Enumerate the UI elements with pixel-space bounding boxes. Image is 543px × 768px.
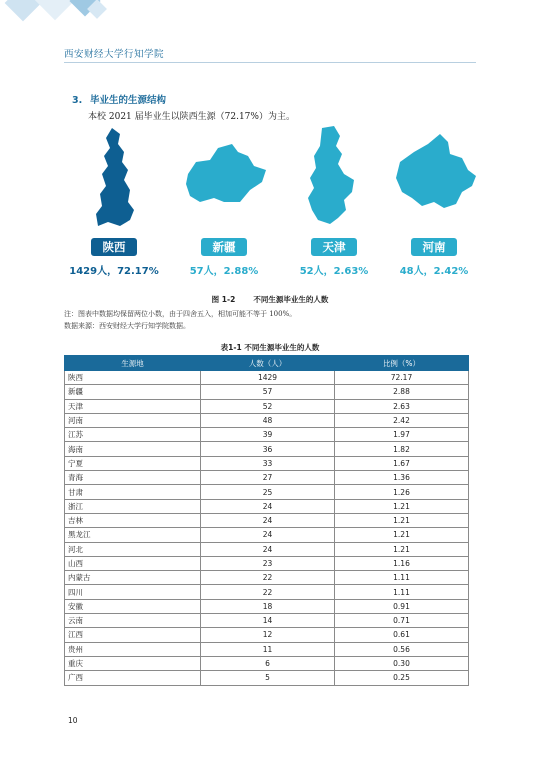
- section-number: 3.: [72, 95, 83, 106]
- cell-ratio: 1.21: [335, 542, 469, 556]
- cell-origin: 浙江: [65, 499, 201, 513]
- cell-ratio: 1.21: [335, 513, 469, 527]
- cell-ratio: 1.36: [335, 471, 469, 485]
- cell-origin: 天津: [65, 399, 201, 413]
- cell-origin: 重庆: [65, 656, 201, 670]
- province-stat: 48人，2.42%: [399, 266, 469, 277]
- cell-count: 27: [201, 471, 335, 485]
- table-row: [65, 614, 469, 628]
- cell-count: 6: [201, 656, 335, 670]
- cell-count: 24: [201, 542, 335, 556]
- cell-ratio: 0.56: [335, 642, 469, 656]
- table-row: [65, 528, 469, 542]
- cell-origin: 内蒙古: [65, 571, 201, 585]
- table-row: [65, 428, 469, 442]
- section-heading: [72, 92, 166, 106]
- henan-map-shape: [384, 122, 484, 234]
- table-caption: 表1-1 不同生源毕业生的人数: [220, 343, 320, 352]
- cell-ratio: 0.61: [335, 628, 469, 642]
- cell-origin: 吉林: [65, 513, 201, 527]
- section-title: 毕业生的生源结构: [90, 95, 167, 106]
- figure-number: 图 1-2: [211, 295, 236, 304]
- table-row: [65, 642, 469, 656]
- cell-ratio: 2.88: [335, 385, 469, 399]
- table-row: [65, 485, 469, 499]
- table-row: [65, 585, 469, 599]
- province-label: 天津: [311, 238, 357, 256]
- page-number: 10: [68, 716, 78, 725]
- cell-origin: 宁夏: [65, 456, 201, 470]
- cell-ratio: 72.17: [335, 371, 469, 385]
- figure-note: 注：图表中数据均保留两位小数，由于四舍五入，相加可能不等于 100%。: [64, 310, 297, 318]
- cell-origin: 山西: [65, 556, 201, 570]
- figure-title: 不同生源毕业生的人数: [253, 295, 329, 304]
- cell-origin: 广西: [65, 671, 201, 685]
- table-row: [65, 671, 469, 685]
- cell-origin: 黑龙江: [65, 528, 201, 542]
- cell-ratio: 1.97: [335, 428, 469, 442]
- cell-count: 36: [201, 442, 335, 456]
- xinjiang-map-shape: [174, 122, 274, 234]
- cell-ratio: 0.30: [335, 656, 469, 670]
- cell-origin: 河北: [65, 542, 201, 556]
- cell-count: 23: [201, 556, 335, 570]
- cell-ratio: 0.71: [335, 614, 469, 628]
- cell-ratio: 1.21: [335, 499, 469, 513]
- cell-count: 24: [201, 499, 335, 513]
- cell-count: 24: [201, 528, 335, 542]
- cell-origin: 河南: [65, 413, 201, 427]
- cell-origin: 海南: [65, 442, 201, 456]
- cell-origin: 江西: [65, 628, 201, 642]
- table-row: [65, 628, 469, 642]
- province-label: 河南: [411, 238, 457, 256]
- cell-origin: 甘肃: [65, 485, 201, 499]
- header-divider: [64, 62, 476, 63]
- province-stat: 57人，2.88%: [189, 266, 259, 277]
- table-row: [65, 571, 469, 585]
- cell-count: 1429: [201, 371, 335, 385]
- province-stat: 1429人，72.17%: [69, 266, 159, 277]
- figure-caption: [64, 294, 476, 305]
- province-card-shaanxi: [64, 122, 164, 282]
- cell-count: 18: [201, 599, 335, 613]
- origin-table: [64, 355, 469, 686]
- cell-ratio: 1.21: [335, 528, 469, 542]
- cell-ratio: 2.63: [335, 399, 469, 413]
- cell-count: 25: [201, 485, 335, 499]
- data-source: 数据来源：西安财经大学行知学院数据。: [64, 322, 190, 330]
- province-infographic: [64, 122, 484, 282]
- header-corner-decoration: [0, 0, 120, 40]
- table-row: [65, 599, 469, 613]
- intro-paragraph: 本校 2021 届毕业生以陕西生源（72.17%）为主。: [88, 112, 295, 122]
- cell-origin: 安徽: [65, 599, 201, 613]
- cell-ratio: 1.26: [335, 485, 469, 499]
- table-row: [65, 513, 469, 527]
- table-row: [65, 471, 469, 485]
- cell-ratio: 1.82: [335, 442, 469, 456]
- cell-origin: 陕西: [65, 371, 201, 385]
- shaanxi-map-shape: [64, 122, 164, 234]
- column-header-origin: 生源地: [65, 356, 201, 371]
- column-header-count: 人数（人）: [201, 356, 335, 371]
- cell-origin: 贵州: [65, 642, 201, 656]
- cell-count: 33: [201, 456, 335, 470]
- cell-count: 11: [201, 642, 335, 656]
- table-row: [65, 456, 469, 470]
- cell-origin: 江苏: [65, 428, 201, 442]
- table-row: [65, 442, 469, 456]
- cell-count: 57: [201, 385, 335, 399]
- table-row: [65, 556, 469, 570]
- province-label: 陕西: [91, 238, 137, 256]
- cell-origin: 青海: [65, 471, 201, 485]
- table-row: [65, 656, 469, 670]
- cell-count: 48: [201, 413, 335, 427]
- cell-count: 39: [201, 428, 335, 442]
- province-card-henan: [384, 122, 484, 282]
- table-row: [65, 542, 469, 556]
- table-row: [65, 399, 469, 413]
- column-header-ratio: 比例（%）: [335, 356, 469, 371]
- cell-count: 5: [201, 671, 335, 685]
- table-header-row: [65, 356, 469, 371]
- cell-ratio: 1.16: [335, 556, 469, 570]
- province-label: 新疆: [201, 238, 247, 256]
- cell-count: 12: [201, 628, 335, 642]
- cell-origin: 新疆: [65, 385, 201, 399]
- header-institution: 西安财经大学行知学院: [64, 49, 165, 60]
- cell-ratio: 1.11: [335, 571, 469, 585]
- cell-count: 14: [201, 614, 335, 628]
- table-row: [65, 385, 469, 399]
- cell-count: 24: [201, 513, 335, 527]
- province-card-tianjin: [284, 122, 384, 282]
- cell-ratio: 0.25: [335, 671, 469, 685]
- cell-ratio: 2.42: [335, 413, 469, 427]
- province-card-xinjiang: [174, 122, 274, 282]
- cell-count: 52: [201, 399, 335, 413]
- cell-ratio: 1.67: [335, 456, 469, 470]
- cell-ratio: 1.11: [335, 585, 469, 599]
- province-stat: 52人，2.63%: [299, 266, 369, 277]
- cell-ratio: 0.91: [335, 599, 469, 613]
- cell-origin: 云南: [65, 614, 201, 628]
- table-row: [65, 371, 469, 385]
- table-row: [65, 499, 469, 513]
- cell-count: 22: [201, 585, 335, 599]
- cell-origin: 四川: [65, 585, 201, 599]
- tianjin-map-shape: [284, 122, 384, 234]
- table-row: [65, 413, 469, 427]
- cell-count: 22: [201, 571, 335, 585]
